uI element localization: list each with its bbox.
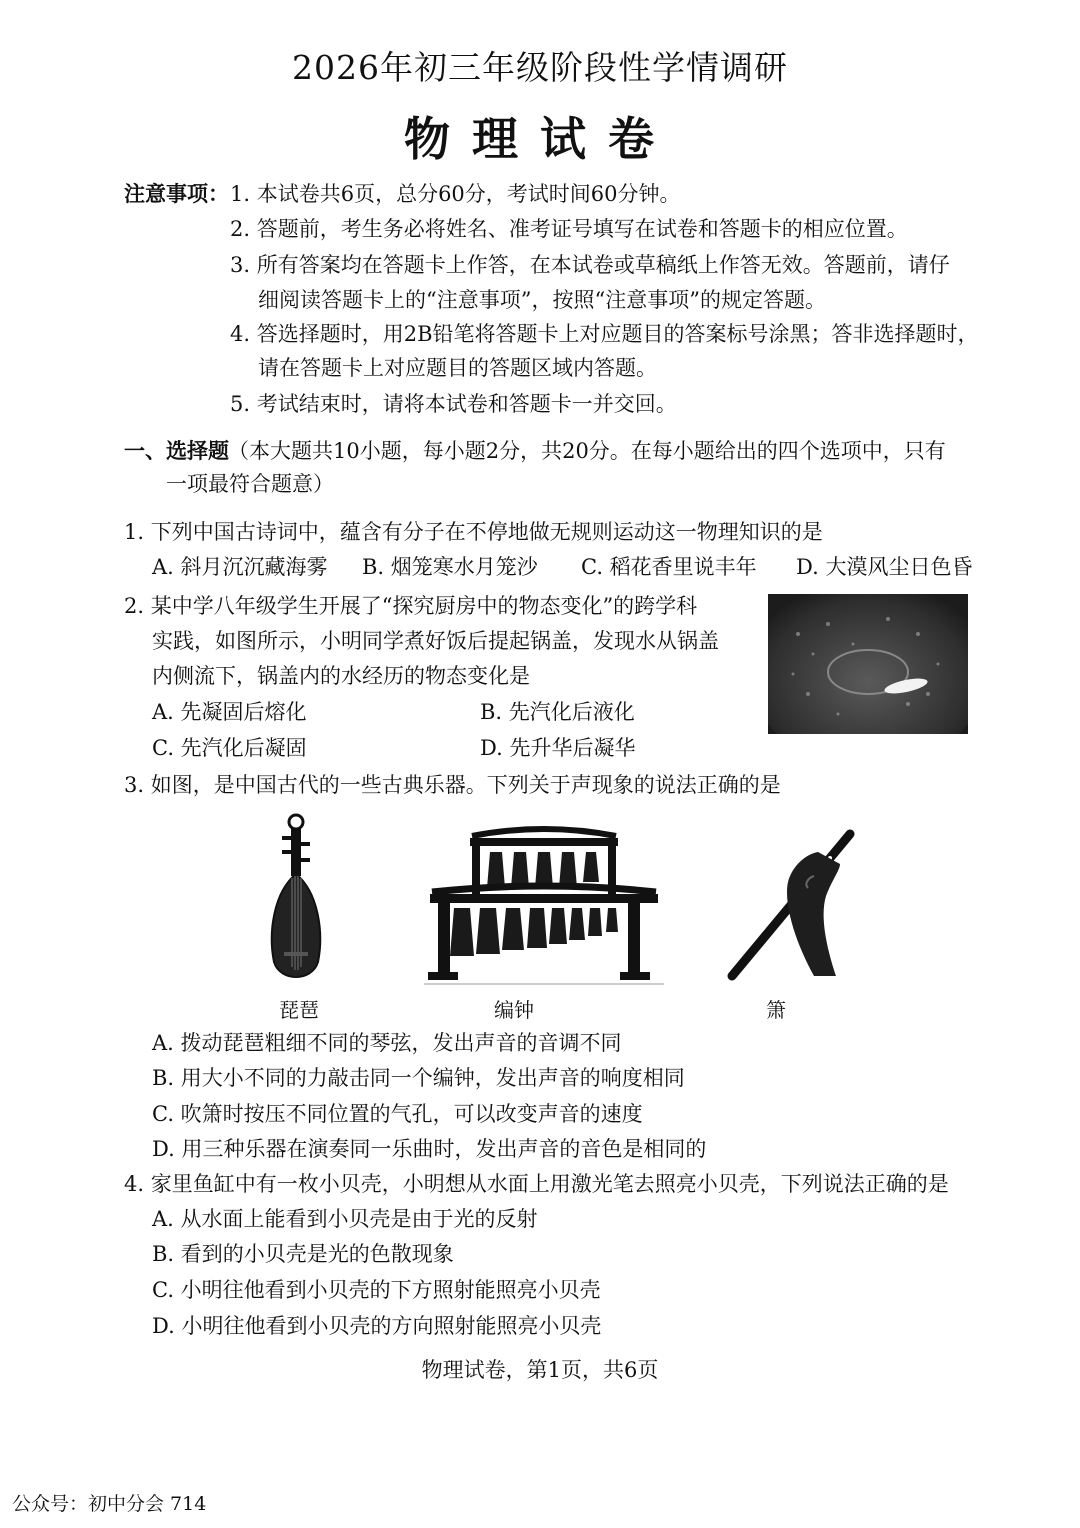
q2-option-a: A. 先凝固后熔化 (152, 700, 307, 724)
q3-option-a: A. 拨动琵琶粗细不同的琴弦，发出声音的音调不同 (152, 1031, 622, 1055)
notice-item-4: 4. 答选择题时，用2B铅笔将答题卡上对应题目的答案标号涂黑；答非选择题时， (230, 322, 979, 346)
bianzhong-illustration (424, 822, 664, 992)
q3-stem: 3. 如图，是中国古代的一些古典乐器。下列关于声现象的说法正确的是 (124, 773, 781, 797)
q3-option-b: B. 用大小不同的力敲击同一个编钟，发出声音的响度相同 (152, 1066, 685, 1090)
notice-label: 注意事项： (124, 181, 229, 206)
q4-option-c: C. 小明往他看到小贝壳的下方照射能照亮小贝壳 (152, 1278, 601, 1302)
watermark-text: 公众号：初中分会 714 (12, 1493, 207, 1515)
q1-stem: 1. 下列中国古诗词中，蕴含有分子在不停地做无规则运动这一物理知识的是 (124, 520, 823, 544)
q2-option-b: B. 先汽化后液化 (480, 700, 635, 724)
q3-option-c: C. 吹箫时按压不同位置的气孔，可以改变声音的速度 (152, 1102, 643, 1126)
exam-subject: 物理试卷 (404, 112, 676, 166)
figure-label-bianzhong: 编钟 (494, 998, 534, 1022)
section-desc: （本大题共10小题，每小题2分，共20分。在每小题给出的四个选项中，只有 (228, 439, 946, 463)
notice-item-3: 3. 所有答案均在答题卡上作答，在本试卷或草稿纸上作答无效。答题前，请仔 (230, 253, 950, 277)
q1-option-b: B. 烟笼寒水月笼沙 (362, 555, 538, 579)
section-heading: 一、选择题 (124, 438, 229, 463)
figure-label-xiao: 箫 (766, 998, 786, 1022)
notice-item-2: 2. 答题前，考生务必将姓名、准考证号填写在试卷和答题卡的相应位置。 (230, 217, 908, 241)
q2-option-c: C. 先汽化后凝固 (152, 736, 307, 760)
q4-stem: 4. 家里鱼缸中有一枚小贝壳，小明想从水面上用激光笔去照亮小贝壳，下列说法正确的是 (124, 1172, 949, 1196)
notice-item-1: 1. 本试卷共6页，总分60分，考试时间60分钟。 (230, 182, 681, 206)
q2-stem: 2. 某中学八年级学生开展了“探究厨房中的物态变化”的跨学科 (124, 594, 698, 618)
figure-label-pipa: 琵琶 (279, 998, 319, 1022)
q3-option-d: D. 用三种乐器在演奏同一乐曲时，发出声音的音色是相同的 (152, 1137, 707, 1161)
q2-stem-line3: 内侧流下，锅盖内的水经历的物态变化是 (152, 664, 530, 688)
section-desc-cont: 一项最符合题意） (166, 472, 334, 496)
page-footer: 物理试卷，第1页，共6页 (421, 1358, 659, 1382)
exam-title: 2026年初三年级阶段性学情调研 (292, 48, 788, 87)
q1-option-a: A. 斜月沉沉藏海雾 (152, 555, 328, 579)
notice-item-3-cont: 细阅读答题卡上的“注意事项”，按照“注意事项”的规定答题。 (258, 288, 826, 312)
q4-option-a: A. 从水面上能看到小贝壳是由于光的反射 (152, 1207, 538, 1231)
q2-option-d: D. 先升华后凝华 (480, 736, 636, 760)
notice-item-4-cont: 请在答题卡上对应题目的答题区域内答题。 (258, 356, 657, 380)
q2-stem-line2: 实践，如图所示，小明同学煮好饭后提起锅盖，发现水从锅盖 (152, 629, 719, 653)
notice-item-5: 5. 考试结束时，请将本试卷和答题卡一并交回。 (230, 392, 677, 416)
pot-lid-photo (768, 594, 968, 734)
xiao-illustration (722, 826, 862, 996)
q1-option-d: D. 大漠风尘日色昏 (796, 555, 973, 579)
q1-option-c: C. 稻花香里说丰年 (581, 555, 757, 579)
q4-option-b: B. 看到的小贝壳是光的色散现象 (152, 1242, 454, 1266)
pipa-illustration (264, 812, 344, 992)
q4-option-d: D. 小明往他看到小贝壳的方向照射能照亮小贝壳 (152, 1314, 602, 1338)
